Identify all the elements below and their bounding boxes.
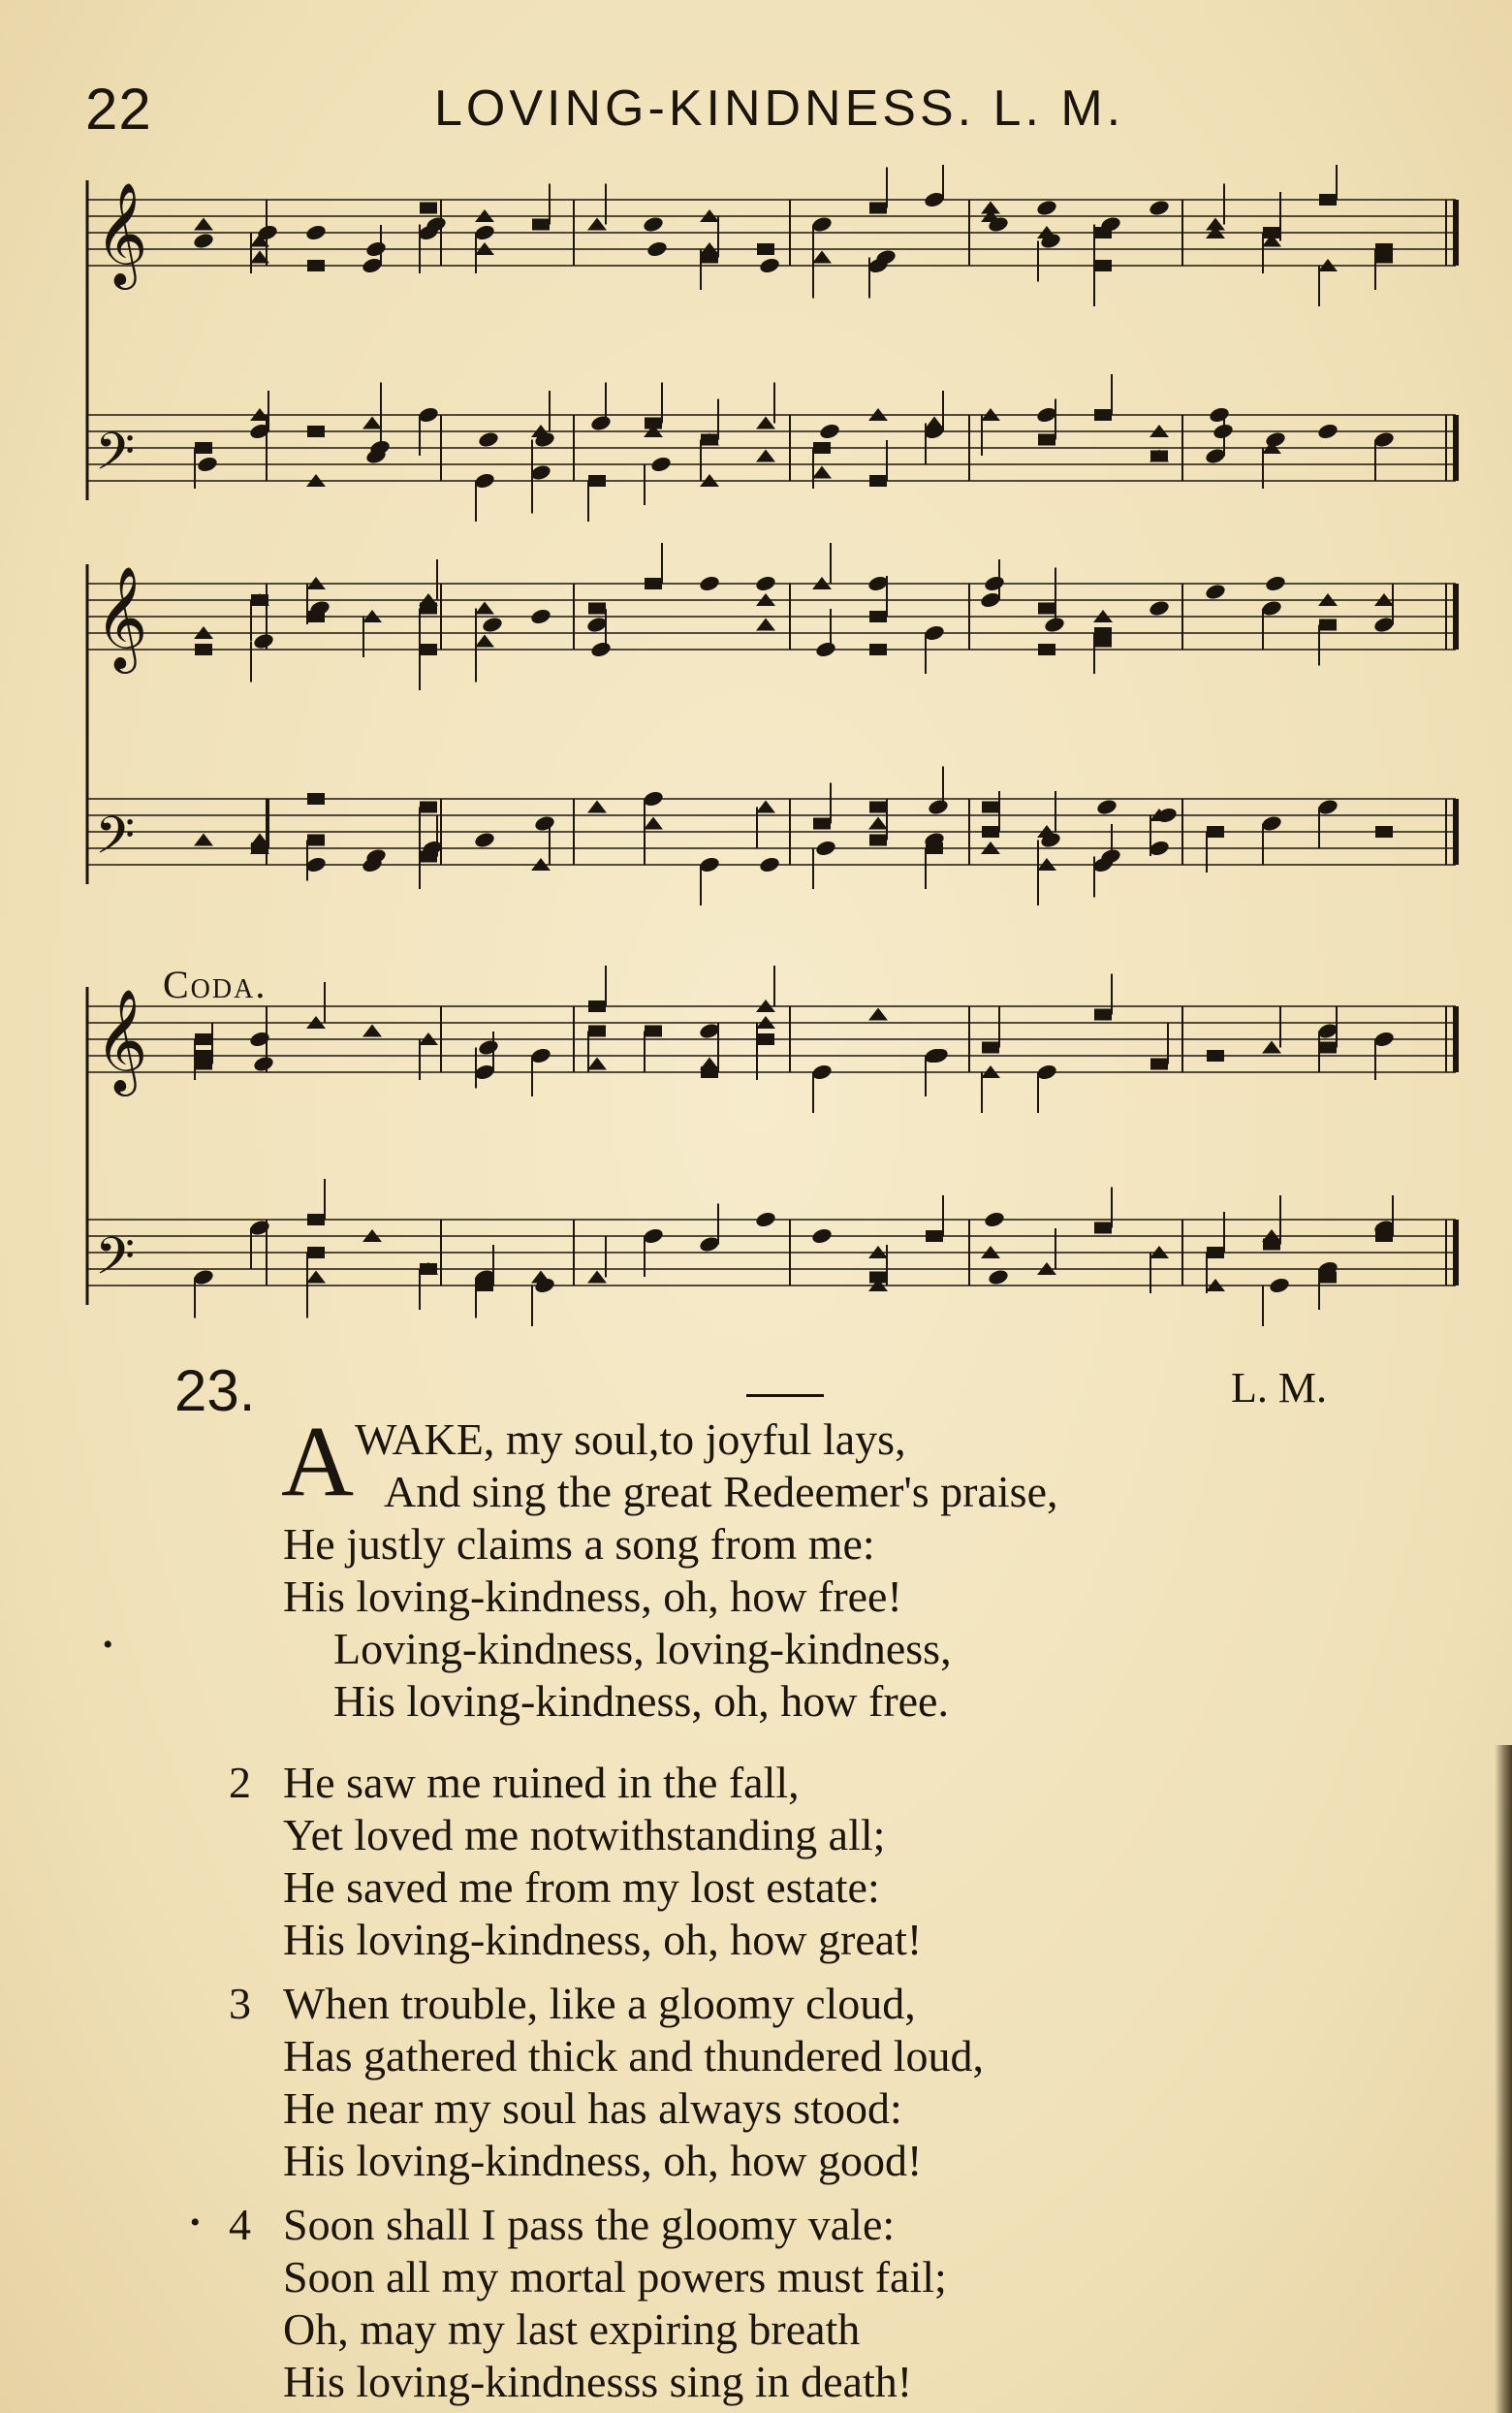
note-head — [1094, 409, 1112, 421]
note-head — [983, 574, 1005, 592]
note-head — [195, 442, 212, 454]
note-head — [420, 1263, 437, 1275]
verse-line: Oh, may my last expiring breath — [283, 2304, 861, 2354]
note-head — [814, 640, 836, 658]
note-head — [1038, 644, 1055, 655]
verse-number: 3 — [229, 1979, 251, 2028]
note-head — [1262, 1041, 1281, 1054]
verse-number: 2 — [229, 1758, 251, 1807]
note-head — [869, 802, 887, 813]
note-head — [364, 239, 387, 258]
note-head — [925, 417, 944, 429]
note-head — [195, 644, 212, 655]
note-head — [1319, 1272, 1337, 1284]
note-head — [588, 1026, 606, 1037]
note-head — [646, 239, 668, 258]
note-head — [818, 422, 840, 440]
note-head — [1035, 199, 1057, 217]
note-head — [307, 1214, 325, 1225]
note-head — [1319, 619, 1337, 631]
note-head — [1148, 199, 1170, 217]
verse-line: Soon all my mortal powers must fail; — [283, 2252, 947, 2302]
note-head — [420, 802, 437, 813]
verse-line: He near my soul has always stood: — [283, 2083, 902, 2133]
note-head — [307, 793, 325, 805]
margin-bullet: • — [103, 1629, 113, 1661]
note-head — [1150, 1059, 1168, 1070]
note-head — [1212, 422, 1234, 440]
note-head — [1094, 1222, 1112, 1234]
note-head — [982, 802, 999, 813]
note-head — [252, 632, 274, 651]
note-head — [587, 1058, 607, 1070]
note-head — [869, 835, 887, 846]
note-head — [481, 616, 503, 634]
note-head — [649, 455, 672, 473]
note-head — [754, 1210, 776, 1228]
note-head — [644, 817, 663, 830]
note-head — [533, 814, 555, 833]
verse-line: Has gathered thick and thundered loud, — [283, 2031, 984, 2080]
bass-clef: 𝄢 — [95, 807, 136, 878]
hymn-meter: L. M. — [1231, 1364, 1327, 1412]
verse-line: His loving-kindness, oh, how great! — [283, 1915, 923, 1964]
note-head — [927, 798, 949, 816]
note-head — [307, 1247, 325, 1258]
note-head — [982, 826, 999, 838]
note-head — [868, 1008, 888, 1021]
note-head — [812, 251, 832, 264]
note-head — [251, 594, 268, 606]
note-head — [587, 218, 607, 231]
note-head — [1207, 1050, 1224, 1062]
note-head — [757, 243, 774, 255]
note-head — [420, 644, 437, 655]
note-head — [813, 818, 831, 830]
margin-bullet: • — [190, 2207, 201, 2238]
note-head — [1148, 599, 1170, 618]
page-header — [0, 76, 1512, 153]
note-head — [1207, 1247, 1224, 1258]
note-head — [1094, 260, 1112, 271]
note-head — [698, 574, 720, 592]
note-head — [1319, 194, 1337, 206]
note-head — [642, 215, 664, 234]
note-head — [813, 442, 831, 454]
music-score — [0, 165, 1512, 1357]
note-head — [420, 203, 437, 214]
note-head — [1264, 430, 1286, 449]
hymn-number: 23. — [174, 1358, 256, 1423]
note-head — [756, 801, 775, 813]
note-head — [983, 1210, 1005, 1228]
note-head — [987, 1268, 1009, 1286]
note-head — [757, 1033, 774, 1045]
note-head — [588, 475, 606, 487]
note-head — [869, 203, 887, 214]
note-head — [1204, 583, 1226, 601]
note-head — [307, 835, 325, 846]
note-head — [1316, 422, 1339, 440]
verse-line: His loving-kindness, oh, how good! — [283, 2136, 923, 2185]
note-head — [812, 466, 832, 479]
verse-line: Soon shall I pass the gloomy vale: — [283, 2200, 896, 2249]
note-head — [982, 1042, 999, 1054]
treble-clef: 𝄞 — [95, 181, 148, 285]
note-head — [1268, 1276, 1290, 1294]
verse-line: His loving-kindness, oh, how free. — [333, 1676, 949, 1726]
note-head — [473, 831, 495, 849]
note-head — [529, 607, 551, 625]
note-head — [868, 817, 888, 830]
bass-clef: 𝄢 — [95, 423, 136, 494]
note-head — [1094, 1009, 1112, 1021]
note-head — [1208, 405, 1230, 424]
note-head — [195, 1033, 212, 1045]
note-head — [869, 1272, 887, 1284]
verse-line: He saved me from my lost estate: — [283, 1862, 880, 1912]
note-head — [1038, 603, 1055, 615]
note-head — [1263, 227, 1280, 238]
note-head — [1375, 1230, 1393, 1242]
verse-line: His loving-kindnesss sing in death! — [283, 2357, 913, 2406]
note-head — [645, 578, 662, 589]
note-head — [1095, 798, 1118, 816]
note-head — [192, 232, 214, 250]
note-head — [194, 218, 213, 231]
note-head — [248, 1030, 270, 1048]
note-head — [810, 1226, 833, 1245]
verse-line: He justly claims a song from me: — [283, 1519, 875, 1569]
note-head — [587, 801, 607, 813]
treble-clef: 𝄞 — [95, 988, 148, 1092]
note-head — [1094, 636, 1112, 648]
note-head — [645, 418, 662, 429]
page-edge-shadow — [1495, 1745, 1512, 2413]
note-head — [477, 1038, 499, 1057]
verse-line: WAKE, my soul,to joyful lays, — [355, 1414, 906, 1464]
note-head — [477, 430, 499, 449]
note-head — [758, 256, 780, 274]
note-head — [252, 1055, 274, 1073]
note-head — [1038, 434, 1055, 446]
verse-line: When trouble, like a gloomy cloud, — [283, 1979, 916, 2028]
note-head — [1319, 1042, 1337, 1054]
note-head — [362, 1025, 382, 1037]
note-head — [869, 644, 887, 655]
note-head — [1375, 252, 1393, 264]
verse-number: 4 — [229, 2200, 251, 2249]
note-head — [362, 417, 382, 429]
drop-cap: A — [281, 1406, 355, 1517]
note-head — [1375, 826, 1393, 838]
note-head — [194, 834, 213, 846]
note-head — [758, 855, 780, 873]
note-head — [196, 455, 218, 473]
note-head — [701, 434, 718, 446]
note-head — [589, 640, 612, 658]
note-head — [869, 475, 887, 487]
verse-line: Loving-kindness, loving-kindness, — [333, 1624, 952, 1673]
heading-rule — [746, 1394, 824, 1397]
page-number: 22 — [85, 77, 152, 142]
note-head — [588, 603, 606, 615]
page-title: LOVING-KINDNESS. L. M. — [434, 80, 1125, 137]
note-head — [304, 223, 327, 241]
verse-line: His loving-kindness, oh, how free! — [283, 1572, 902, 1621]
note-head — [589, 414, 612, 432]
note-head — [587, 1271, 607, 1284]
note-head — [926, 842, 943, 854]
note-head — [588, 1000, 606, 1012]
note-head — [532, 219, 550, 231]
note-head — [756, 417, 775, 429]
music-notation — [0, 165, 1512, 1357]
note-head — [195, 1059, 212, 1070]
note-head — [756, 450, 775, 462]
note-head — [1264, 574, 1286, 592]
verse-line: He saw me ruined in the fall, — [283, 1758, 800, 1807]
note-head — [1207, 826, 1224, 838]
note-head — [701, 1066, 718, 1078]
bass-clef: 𝄢 — [95, 1227, 136, 1299]
note-head — [754, 574, 776, 592]
coda-label: Coda. — [163, 963, 268, 1006]
treble-clef: 𝄞 — [95, 565, 148, 669]
note-head — [926, 1230, 943, 1242]
verse-line: Yet loved me notwithstanding all; — [283, 1810, 886, 1859]
note-head — [476, 1280, 493, 1291]
note-head — [475, 635, 494, 648]
note-head — [307, 426, 325, 437]
note-head — [307, 611, 325, 622]
note-head — [756, 619, 775, 631]
note-head — [475, 602, 494, 615]
note-head — [869, 611, 887, 622]
verse-line: And sing the great Redeemer's praise, — [384, 1467, 1058, 1516]
note-head — [645, 1026, 662, 1037]
note-head — [814, 839, 836, 857]
note-head — [307, 260, 325, 271]
note-head — [306, 1271, 326, 1284]
